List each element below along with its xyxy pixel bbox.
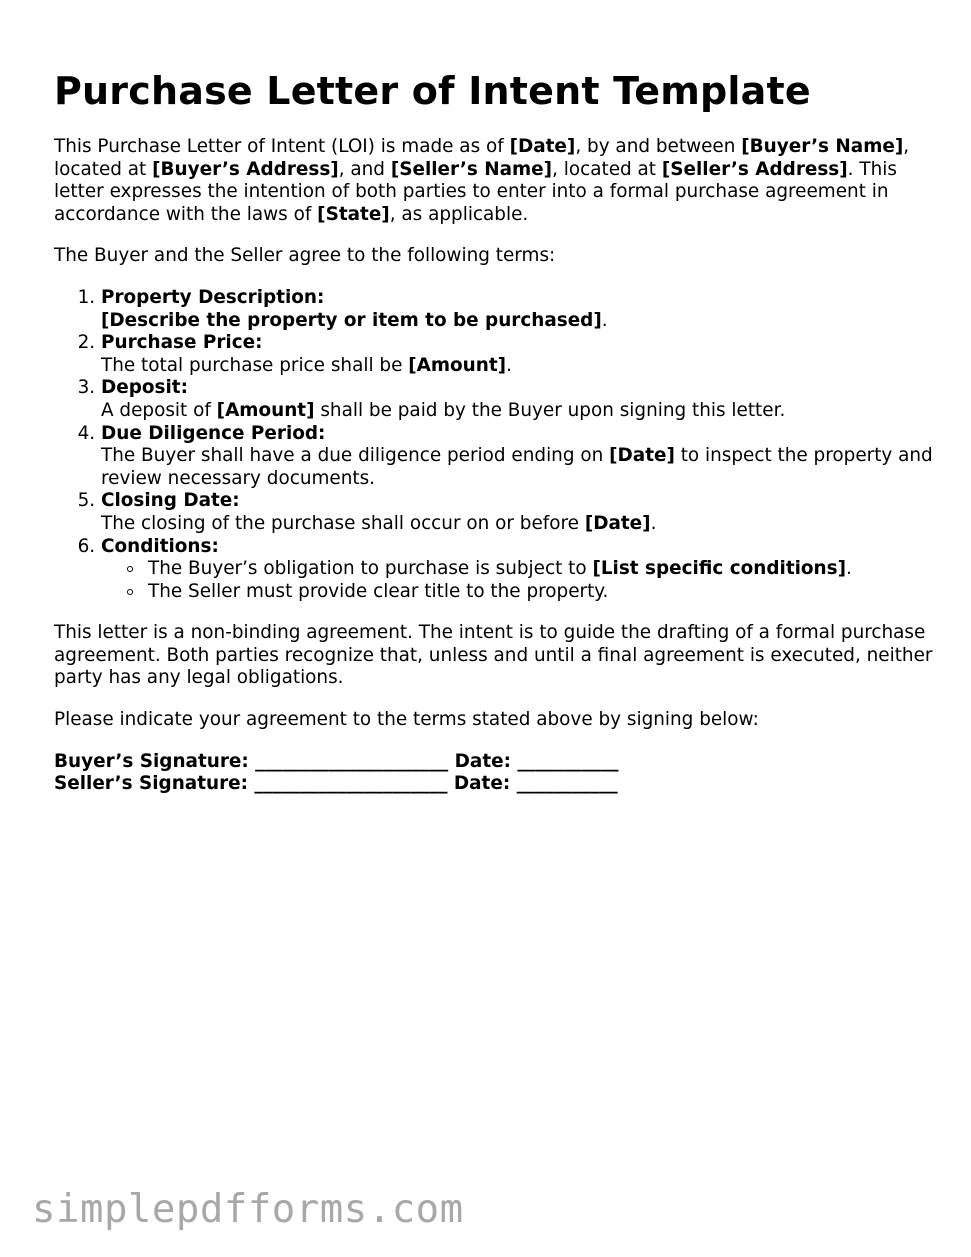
sign-prompt: Please indicate your agreement to the terms stated above by signing below: (54, 709, 759, 731)
term-text: to inspect the property and review necessary documents. (101, 445, 933, 489)
intro-text: , and (338, 158, 391, 180)
term-text: The Buyer shall have a due diligence period ending on (101, 445, 610, 467)
term-placeholder: [Amount] (216, 399, 315, 421)
term-text: . (650, 512, 657, 534)
term-item-conditions (101, 536, 934, 604)
term-placeholder: [Date] (584, 512, 651, 534)
placeholder-seller-address: [Seller’s Address] (661, 158, 848, 180)
term-detail (101, 310, 934, 333)
condition-text: . (846, 558, 852, 580)
intro-text: , located at (54, 136, 910, 180)
site-watermark: simplepdfforms.com (32, 1187, 464, 1232)
term-heading: Closing Date: (101, 490, 240, 512)
term-placeholder: [Amount] (408, 354, 507, 376)
nonbinding-paragraph: This letter is a non-binding agreement. The intent is to guide the drafting of a formal purchase agreement. Both parties recognize that, unless and until a final agreement is executed, neither party has any legal obligations. (54, 622, 933, 689)
term-heading: Due Diligence Period: (101, 422, 326, 444)
term-placeholder: [Describe the property or item to be purchased] (101, 309, 602, 331)
condition-placeholder: [List specific conditions] (592, 558, 847, 580)
term-item-property-description (101, 287, 934, 332)
placeholder-state: [State] (317, 203, 390, 225)
placeholder-seller-name: [Seller’s Name] (390, 158, 553, 180)
intro-text: , located at (552, 158, 662, 180)
intro-text: , by and between (575, 136, 742, 157)
terms-list (54, 287, 934, 603)
term-item-due-diligence (101, 423, 934, 491)
term-text: shall be paid by the Buyer upon signing this letter. (314, 399, 786, 421)
term-text: The closing of the purchase shall occur on or before (101, 512, 585, 534)
condition-text: The Seller must provide clear title to the property. (148, 580, 609, 602)
placeholder-date: [Date] (509, 136, 576, 157)
placeholder-buyer-name: [Buyer’s Name] (741, 136, 904, 157)
term-heading: Deposit: (101, 377, 188, 399)
term-detail (101, 445, 934, 490)
term-heading: Conditions: (101, 535, 219, 557)
term-item-closing-date (101, 490, 934, 535)
document-title: Purchase Letter of Intent Template (54, 69, 811, 113)
intro-paragraph (54, 136, 934, 226)
term-detail (101, 355, 934, 378)
term-text: The total purchase price shall be (101, 354, 409, 376)
intro-text: , as applicable. (389, 203, 529, 225)
placeholder-buyer-address: [Buyer’s Address] (152, 158, 339, 180)
condition-text: The Buyer’s obligation to purchase is subject to (148, 558, 593, 580)
term-placeholder: [Date] (609, 445, 675, 467)
buyer-signature-line: Buyer’s Signature: _____________________ Date: ___________ (54, 750, 619, 772)
document-page (54, 68, 934, 796)
terms-intro: The Buyer and the Seller agree to the following terms: (54, 245, 556, 267)
conditions-list (101, 558, 934, 603)
intro-text: This Purchase Letter of Intent (LOI) is made as of (54, 136, 510, 157)
condition-item (148, 581, 934, 604)
term-text: . (506, 354, 512, 376)
condition-item (148, 558, 934, 581)
term-detail (101, 400, 934, 423)
term-text: A deposit of (101, 399, 217, 421)
seller-signature-line: Seller’s Signature: _____________________ Date: ___________ (54, 773, 618, 795)
term-item-deposit (101, 377, 934, 422)
term-item-purchase-price (101, 332, 934, 377)
intro-text: . This letter expresses the intention of both parties to enter into a formal purchase agreement in accordance with the laws of (54, 158, 897, 225)
term-detail (101, 513, 934, 536)
term-heading: Purchase Price: (101, 332, 263, 354)
term-heading: Property Description: (101, 286, 325, 308)
term-text: . (601, 309, 608, 331)
